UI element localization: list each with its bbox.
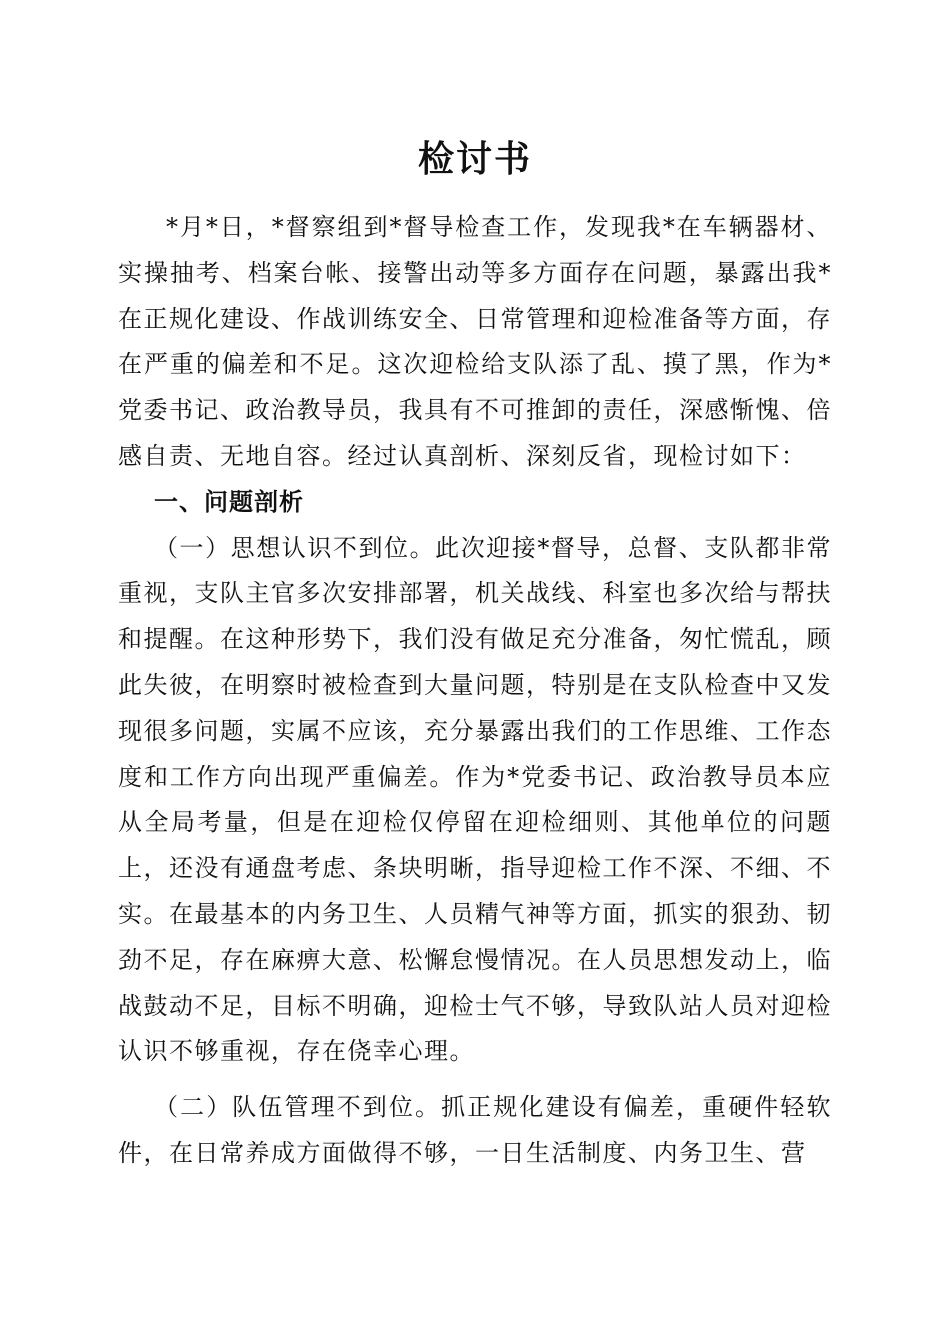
paragraph-ideological-awareness: （一）思想认识不到位。此次迎接*督导，总督、支队都非常重视，支队主官多次安排部署，机关战线、科室也多次给与帮扶和提醒。在这种形势下，我们没有做足充分准备，匆忙慌乱，顾此失彼，在明察时被检查到大量问题，特别是在支队检查中又发现很多问题，实属不应该，充分暴露出我们的工作思维、工作态度和工作方向出现严重偏差。作为*党委书记、政治教导员本应从全局考量，但是在迎检仅停留在迎检细则、其他单位的问题上，还没有通盘考虑、条块明晰，指导迎检工作不深、不细、不实。在最基本的内务卫生、人员精气神等方面，抓实的狠劲、韧劲不足，存在麻痹大意、松懈怠慢情况。在人员思想发动上，临战鼓动不足，目标不明确，迎检士气不够，导致队站人员对迎检认识不够重视，存在侥幸心理。 — [118, 533, 832, 1066]
document-body — [118, 205, 832, 1177]
document-title: 检讨书 — [417, 139, 532, 180]
intro-paragraph: *月*日，*督察组到*督导检查工作，发现我*在车辆器材、实操抽考、档案台帐、接警出动等多方面存在问题，暴露出我*在正规化建设、作战训练安全、日常管理和迎检准备等方面，存在严重的偏差和不足。这次迎检给支队添了乱、摸了黑，作为*党委书记、政治教导员，我具有不可推卸的责任，深感惭愧、倍感自责、无地自容。经过认真剖析、深刻反省，现检讨如下： — [118, 213, 832, 470]
section-heading-problem-analysis: 一、问题剖析 — [154, 487, 304, 516]
paragraph-team-management: （二）队伍管理不到位。抓正规化建设有偏差，重硬件轻软件，在日常养成方面做得不够，一日生活制度、内务卫生、营 — [118, 1093, 832, 1167]
